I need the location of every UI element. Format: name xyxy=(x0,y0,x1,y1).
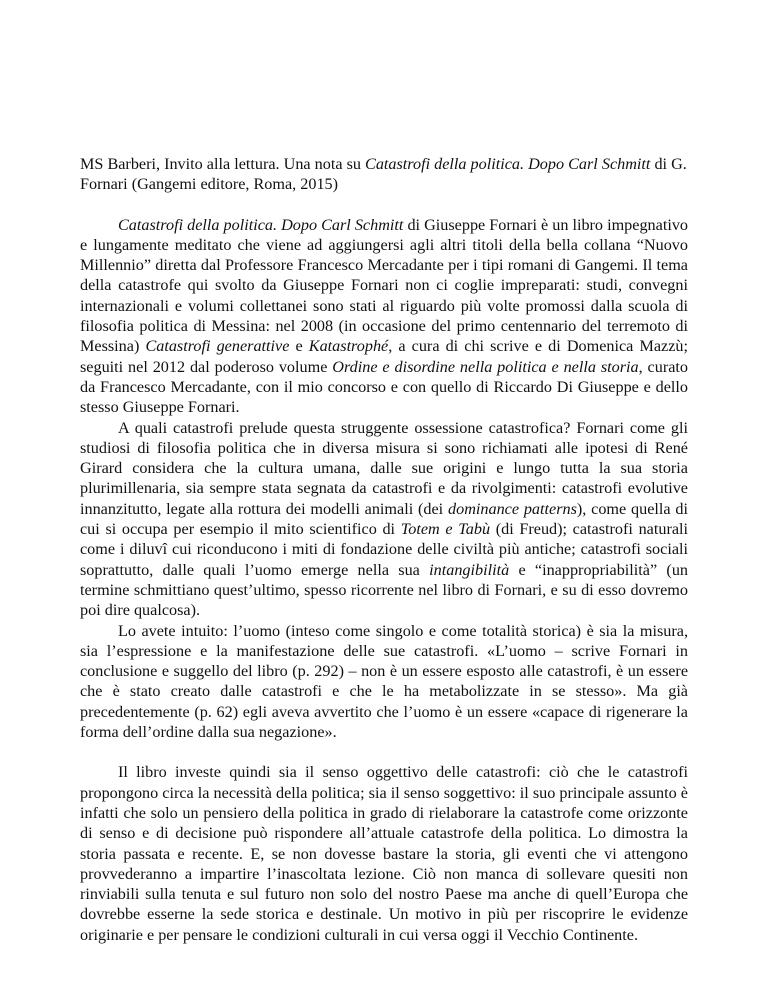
heading-part1: MS Barberi, Invito alla lettura. Una nota su xyxy=(80,155,366,173)
p1-text-c: , a cura di chi scrive e di Domenica Mazzù; seguiti nel 2012 dal poderoso volume xyxy=(80,337,688,376)
p2-italic-b: dominance patterns xyxy=(448,499,577,518)
paragraph-3: Lo avete intuito: l’uomo (inteso come singolo e come totalità storica) è sia la misura, sia l’espressione e la manifestazione delle sue catastrofi. «L’uomo – scrive Fornari in conclusione e suggello del libro (p. 292) – non è un essere esposto alle catastrofi, è un essere che è stato creato dalle catastrofi e che le ha metabolizzate in se stesso». Ma già precedentemente (p. 62) egli aveva avvertito che l’uomo è un essere «capace di rigenerare la forma dell’ordine dalla sua negazione». xyxy=(80,621,688,742)
heading-book-title: Catastrofi della politica. Dopo Carl Schmitt xyxy=(365,155,651,173)
document-heading xyxy=(80,154,688,195)
p1-text-d: , curato da Francesco Mercadante, con il mio concorso e con quello di Riccardo Di Giuseppe e dello stesso Giuseppe Fornari. xyxy=(80,357,688,417)
paragraph-2 xyxy=(80,418,688,621)
p1-italic-d: Ordine e disordine nella politica e nella storia xyxy=(332,357,639,376)
p1-text-a: di Giuseppe Fornari è un libro impegnativo e lungamente meditato che viene ad aggiungersi agli altri titoli della bella collana “Nuovo Millennio” diretta dal Professore Francesco Mercadante per i tipi romani di Gangemi. Il tema della catastrofe qui svolto da Giuseppe Fornari non ci coglie impreparati: studi, convegni internazionali e volumi collettanei sono stati al riguardo più volte promossi dalla scuola di filosofia politica di Messina: nel 2008 (in occasione del primo centennario del terremoto di Messina) xyxy=(80,215,689,356)
p2-italic-c: Totem e Tabù xyxy=(400,520,491,539)
p2-italic-d: intangibilità xyxy=(429,560,510,579)
document-page xyxy=(80,154,688,945)
paragraph-1 xyxy=(80,215,688,418)
p2-text-d: e “inappropriabilità” (un termine schmittiano quest’ultimo, spesso ricorrente nel libro di Fornari, e su di esso dovremo poi dire qualcosa). xyxy=(80,560,689,620)
p1-italic-b: Catastrofi generattive xyxy=(145,337,290,356)
p1-italic-c: Katastrophé xyxy=(308,337,389,356)
heading-part2: di G. Fornari (Gangemi editore, Roma, 2015) xyxy=(80,155,687,194)
paragraph-4: Il libro investe quindi sia il senso oggettivo delle catastrofi: ciò che le catastrofi propongono circa la necessità della politica; sia il senso soggettivo: il suo principale assunto è infatti che solo un pensiero della politica in grado di rielaborare la catastrofe come orizzonte di senso e di decisione può rispondere all’attuale catastrofe della politica. Lo dimostra la storia passata e recente. E, se non dovesse bastare la storia, gli eventi che vi attengono provvederanno a impartire l’inascoltata lezione. Ciò non manca di sollevare quesiti non rinviabili sulla tenuta e sul futuro non solo del nostro Paese ma anche di quell’Europa che dovrebbe esserne la sede storica e destinale. Un motivo in più per riscoprire le evidenze originarie e per pensare le condizioni culturali in cui versa oggi il Vecchio Continente. xyxy=(80,763,688,944)
p2-text-a: A quali catastrofi prelude questa struggente ossessione catastrofica? Fornari come gli studiosi di filosofia politica che in diversa misura si sono richiamati alle ipotesi di René Girard considera che la cultura umana, dalle sue origini e lungo tutta la sua storia plurimillenaria, sia sempre stata segnata da catastrofi e da rivolgimenti: catastrofi evolutive innanzitutto, legate alla rottura dei modelli animali (dei xyxy=(80,418,688,518)
p1-book-title: Catastrofi della politica. Dopo Carl Schmitt xyxy=(118,215,404,234)
p1-text-b: e xyxy=(289,337,309,356)
p2-text-b: ), come quella di cui si occupa per esempio il mito scientifico di xyxy=(80,499,688,539)
p2-text-c: (di Freud); catastrofi naturali come i diluvî cui riconducono i miti di fondazione delle civiltà più antiche; catastrofi sociali soprattutto, dalle quali l’uomo emerge nella sua xyxy=(80,520,689,579)
